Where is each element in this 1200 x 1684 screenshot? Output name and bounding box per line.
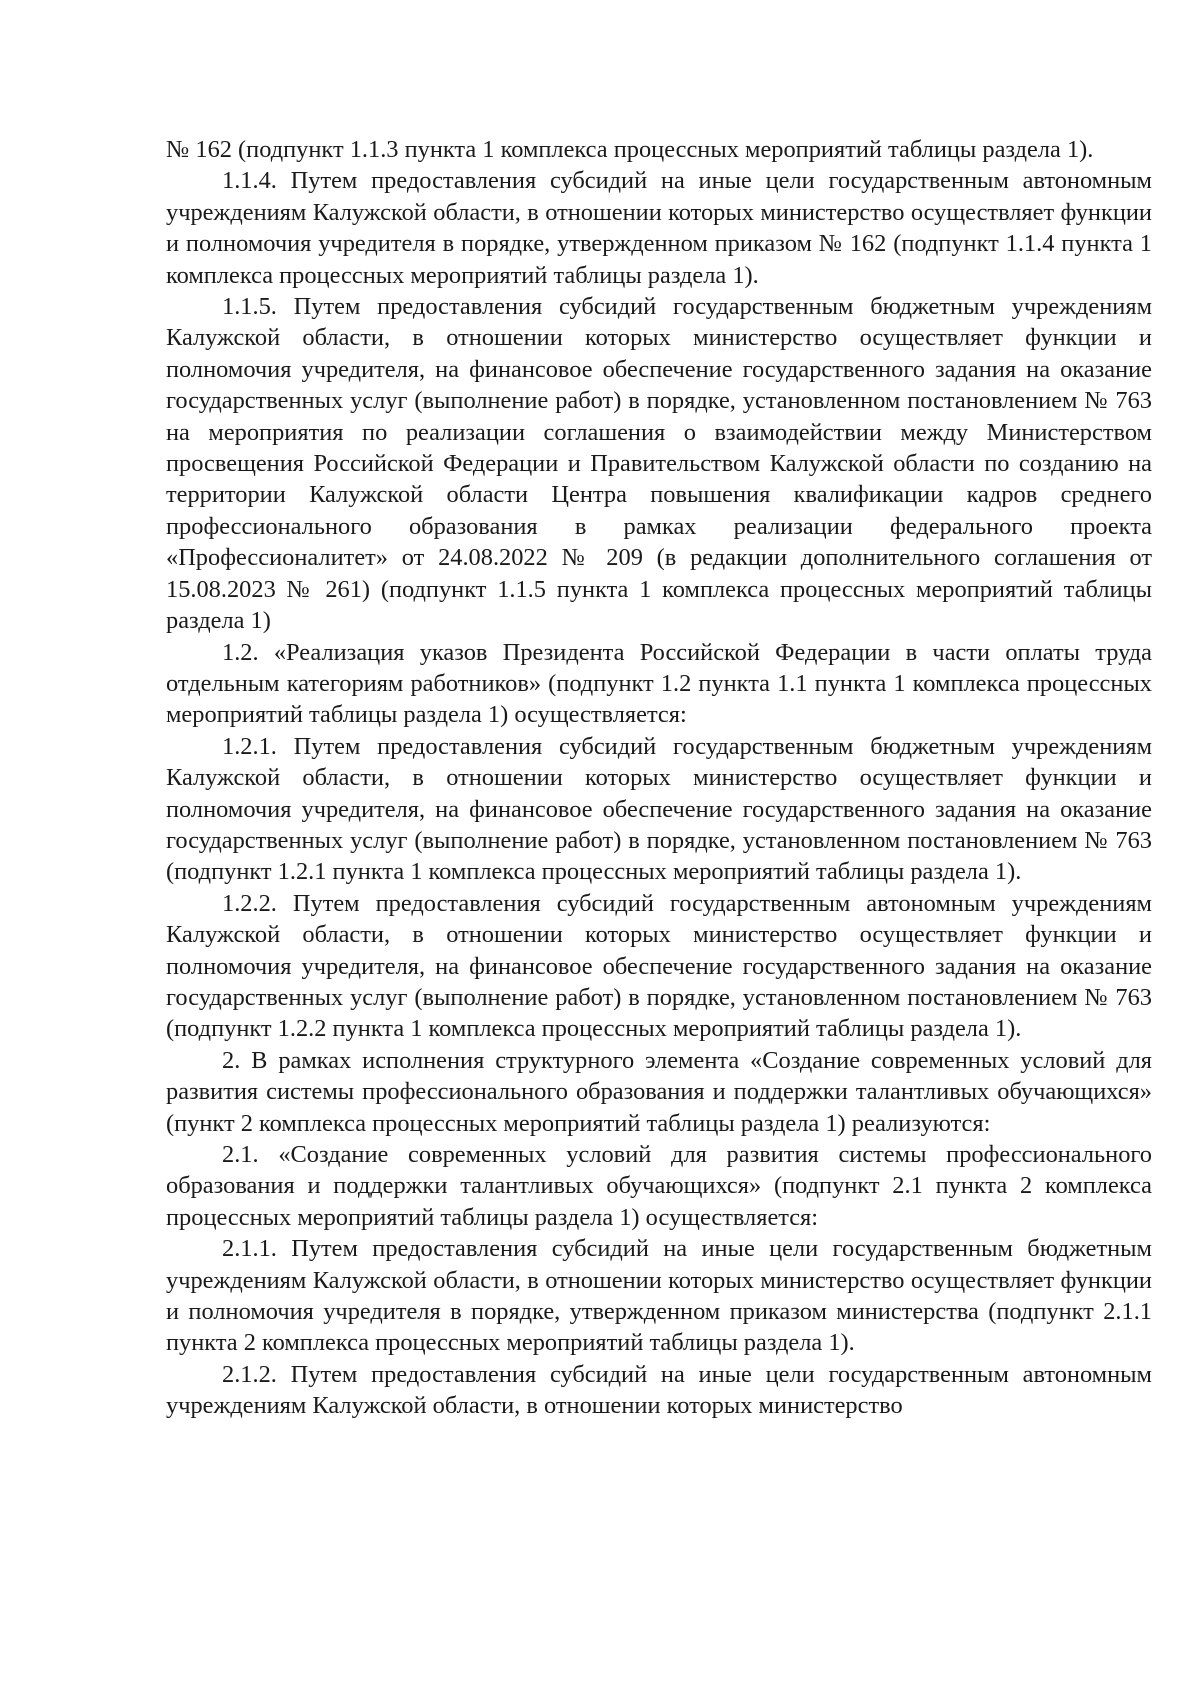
paragraph-2-1: 2.1. «Создание современных условий для развития системы профессионального образования и поддержки талантливых обучающихся» (подпункт 2.1 пункта 2 комплекса процессных мероприятий таблицы раздела 1) осуществляется: [166,1141,1152,1231]
paragraph-1-2-2: 1.2.2. Путем предоставления субсидий государственным автономным учреждениям Калужской области, в отношении которых министерство осуществляет функции и полномочия учредителя, на финансовое обеспечение государственного задания на оказание государственных услуг (выполнение работ) в порядке, установленном постановлением № 763 (подпункт 1.2.2 пункта 1 комплекса процессных мероприятий таблицы раздела 1). [166,889,1152,1043]
paragraph-1-2-1: 1.2.1. Путем предоставления субсидий государственным бюджетным учреждениям Калужской области, в отношении которых министерство осуществляет функции и полномочия учредителя, на финансовое обеспечение государственного задания на оказание государственных услуг (выполнение работ) в порядке, установленном постановлением № 763 (подпункт 1.2.1 пункта 1 комплекса процессных мероприятий таблицы раздела 1). [166,732,1152,886]
paragraph-1-1-4: 1.1.4. Путем предоставления субсидий на иные цели государственным автономным учреждениям Калужской области, в отношении которых министерство осуществляет функции и полномочия учредителя в порядке, утвержденном приказом № 162 (подпункт 1.1.4 пункта 1 комплекса процессных мероприятий таблицы раздела 1). [166,167,1152,289]
paragraph-continuation: № 162 (подпункт 1.1.3 пункта 1 комплекса процессных мероприятий таблицы раздела 1). [166,136,1094,163]
paragraph-1-1-5: 1.1.5. Путем предоставления субсидий государственным бюджетным учреждениям Калужской области, в отношении которых министерство осуществляет функции и полномочия учредителя, на финансовое обеспечение государственного задания на оказание государственных услуг (выполнение работ) в порядке, установленном постановлением № 763 на мероприятия по реализации соглашения о взаимодействии между Министерством просвещения Российской Федерации и Правительством Калужской области по созданию на территории Калужской области Центра повышения квалификации кадров среднего профессионального образования в рамках реализации федерального проекта «Профессионалитет» от 24.08.2022 № 209 (в редакции дополнительного соглашения от 15.08.2023 № 261) (подпункт 1.1.5 пункта 1 комплекса процессных мероприятий таблицы раздела 1) [166,293,1152,635]
document-body [166,134,1152,1422]
paragraph-2: 2. В рамках исполнения структурного элемента «Создание современных условий для развития системы профессионального образования и поддержки талантливых обучающихся» (пункт 2 комплекса процессных мероприятий таблицы раздела 1) реализуются: [166,1046,1152,1137]
paragraph-2-1-1: 2.1.1. Путем предоставления субсидий на иные цели государственным бюджетным учреждениям Калужской области, в отношении которых министерство осуществляет функции и полномочия учредителя в порядке, утвержденном приказом министерства (подпункт 2.1.1 пункта 2 комплекса процессных мероприятий таблицы раздела 1). [166,1235,1152,1357]
paragraph-1-2: 1.2. «Реализация указов Президента Российской Федерации в части оплаты труда отдельным категориям работников» (подпункт 1.2 пункта 1.1 пункта 1 комплекса процессных мероприятий таблицы раздела 1) осуществляется: [166,638,1152,729]
paragraph-2-1-2: 2.1.2. Путем предоставления субсидий на иные цели государственным автономным учреждениям Калужской области, в отношении которых министерство [166,1360,1152,1420]
